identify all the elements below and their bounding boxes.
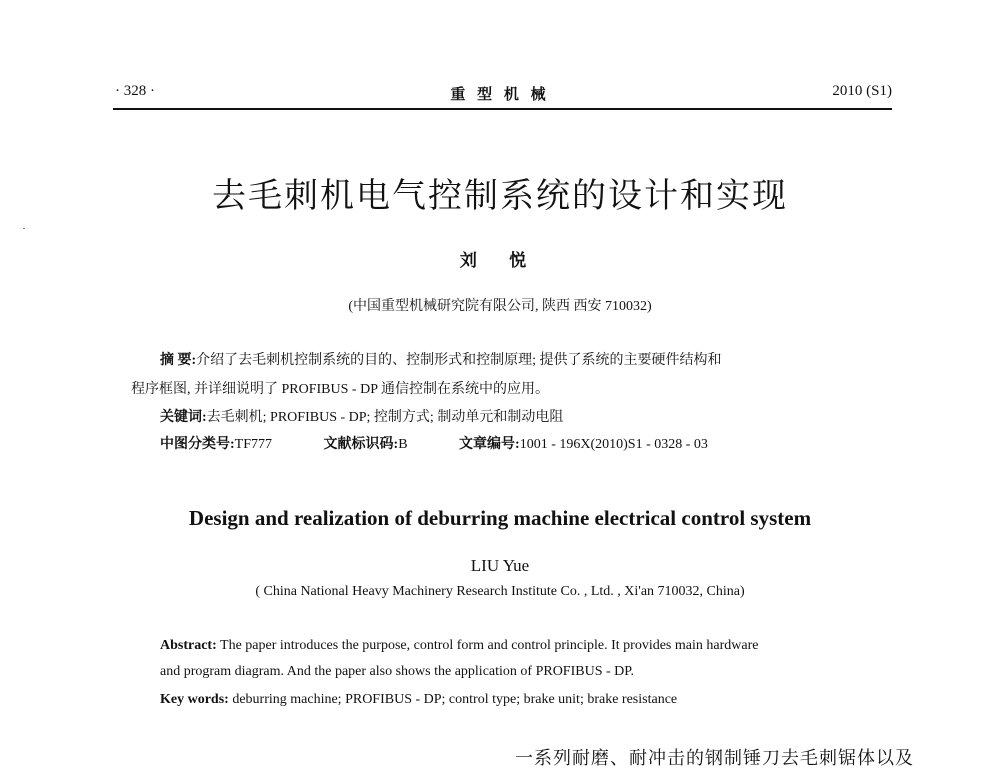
en-title: Design and realization of deburring machine electrical control system [188, 506, 812, 530]
cn-abstract-text-1: 介绍了去毛刺机控制系统的目的、控制形式和控制原理; 提供了系统的主要硬件结构和 [196, 353, 722, 368]
doc-code-group [324, 437, 432, 452]
cn-title: 去毛刺机电气控制系统的设计和实现 [212, 178, 788, 215]
doc-code-value: B [398, 437, 408, 452]
en-abstract-line-1 [160, 638, 758, 654]
journal-name: 重 型 机 械 [450, 87, 550, 103]
header-rule [113, 108, 892, 110]
issue-label: 2010 (S1) [832, 83, 892, 99]
clc-label: 中图分类号: [160, 437, 235, 452]
en-abstract-line-2: and program diagram. And the paper also shows the application of PROFIBUS - DP. [160, 664, 634, 679]
article-no-group [459, 437, 732, 452]
cn-abstract-line-1 [160, 349, 722, 369]
cn-keywords-text: 去毛刺机; PROFIBUS - DP; 控制方式; 制动单元和制动电阻 [206, 410, 564, 425]
body-text-fragment: 一系列耐磨、耐冲击的钢制锤刀去毛刺锯体以及 [515, 748, 914, 768]
en-keywords-label: Key words: [160, 692, 229, 707]
en-affiliation: ( China National Heavy Machinery Research Institute Co. , Ltd. , Xi'an 710032, China) [255, 584, 745, 599]
cn-keywords [160, 406, 563, 426]
cn-keywords-label: 关键词: [160, 410, 207, 425]
doc-code-label: 文献标识码: [323, 437, 399, 452]
clc-group [160, 437, 296, 452]
page-number: · 328 · [115, 83, 155, 99]
cn-abstract-label: 摘 要: [160, 353, 197, 368]
en-abstract-label: Abstract: [160, 638, 217, 653]
cn-classification-row [160, 433, 756, 453]
article-no-value: 1001 - 196X(2010)S1 - 0328 - 03 [519, 437, 708, 452]
cn-author: 刘 悦 [459, 251, 541, 270]
en-abstract-text-1: The paper introduces the purpose, control form and control principle. It provides main hardware [220, 638, 759, 653]
en-author: LIU Yue [470, 556, 530, 575]
article-no-label: 文章编号: [459, 437, 520, 452]
clc-value: TF777 [234, 437, 273, 452]
en-keywords [160, 692, 677, 708]
margin-mark [23, 228, 25, 229]
cn-affiliation: (中国重型机械研究院有限公司, 陕西 西安 710032) [348, 299, 652, 314]
cn-abstract-line-2: 程序框图, 并详细说明了 PROFIBUS - DP 通信控制在系统中的应用。 [131, 382, 549, 397]
en-keywords-text: deburring machine; PROFIBUS - DP; control type; brake unit; brake resistance [232, 692, 678, 707]
